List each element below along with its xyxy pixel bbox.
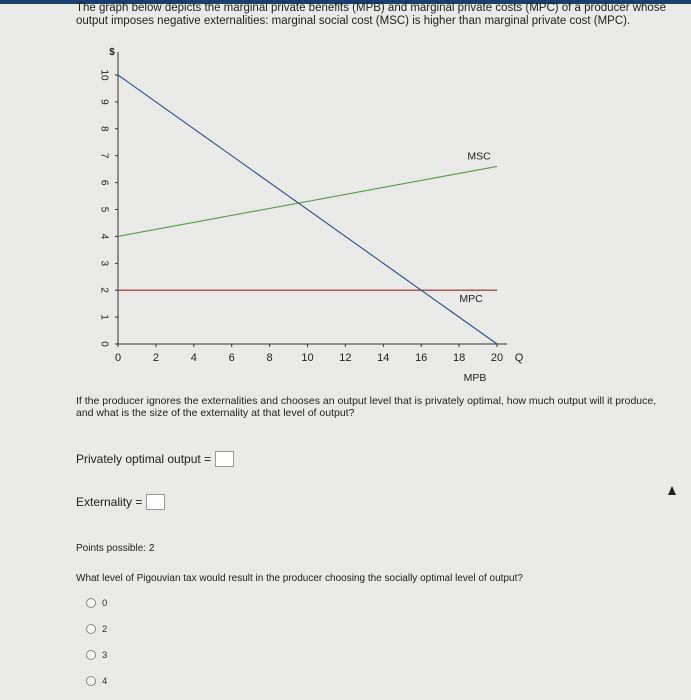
y-tick-label: 6 bbox=[98, 179, 110, 186]
externality-row bbox=[76, 494, 165, 510]
radio-icon[interactable] bbox=[86, 624, 96, 634]
y-axis-label: $ bbox=[109, 47, 115, 58]
option-2[interactable] bbox=[86, 642, 107, 668]
x-tick-label: 2 bbox=[152, 352, 159, 364]
series-line-mpb bbox=[118, 75, 497, 344]
option-0[interactable] bbox=[86, 590, 107, 616]
y-tick-label: 7 bbox=[98, 152, 110, 159]
x-tick-label: 14 bbox=[377, 352, 390, 364]
option-1[interactable] bbox=[86, 616, 107, 642]
externality-input[interactable] bbox=[146, 494, 165, 510]
privately-optimal-label: Privately optimal output = bbox=[76, 452, 212, 466]
x-tick-label: 16 bbox=[415, 352, 428, 364]
x-tick-label: 4 bbox=[190, 352, 197, 364]
privately-optimal-input[interactable] bbox=[215, 451, 234, 467]
externality-chart bbox=[90, 40, 530, 384]
y-tick-label: 5 bbox=[98, 206, 110, 213]
y-tick-label: 8 bbox=[98, 126, 110, 132]
y-tick-label: 1 bbox=[98, 314, 110, 320]
option-label: 0 bbox=[102, 597, 108, 609]
radio-icon[interactable] bbox=[86, 598, 96, 608]
points-possible: Points possible: 2 bbox=[76, 543, 155, 554]
y-tick-label: 10 bbox=[98, 69, 110, 81]
x-tick-label: 0 bbox=[114, 352, 122, 364]
y-tick-label: 3 bbox=[98, 260, 110, 267]
mouse-cursor-icon bbox=[668, 486, 676, 495]
x-tick-label: 20 bbox=[490, 352, 504, 364]
pigouvian-question: What level of Pigouvian tax would result in the producer choosing the socially optimal level of output? bbox=[76, 573, 523, 584]
question-text: If the producer ignores the externalities and chooses an output level that is privately optimal, how much output will it produce, and what is the size of the externality at that level of output? bbox=[76, 395, 657, 419]
y-tick-label: 2 bbox=[98, 287, 110, 293]
option-label: 3 bbox=[102, 649, 108, 661]
series-label-mpc: MPC bbox=[459, 293, 483, 306]
radio-icon[interactable] bbox=[86, 650, 96, 660]
series-label-mpb: MPB bbox=[463, 372, 487, 384]
privately-optimal-row bbox=[76, 451, 234, 467]
intro-text: The graph below depicts the marginal private benefits (MPB) and marginal private costs (MPC) of a producer whose output imposes negative externalities: marginal social cost (MSC) is higher than marginal private cost (MPC). bbox=[76, 2, 666, 27]
y-tick-label: 4 bbox=[98, 233, 110, 240]
option-label: 2 bbox=[102, 623, 108, 635]
externality-label: Externality = bbox=[76, 495, 143, 509]
y-tick-label: 0 bbox=[98, 341, 110, 347]
series-label-msc: MSC bbox=[467, 150, 491, 163]
x-tick-label: 6 bbox=[228, 352, 235, 364]
x-tick-label: 18 bbox=[452, 352, 466, 364]
answer-options bbox=[86, 590, 107, 694]
x-axis-label: Q bbox=[514, 352, 524, 364]
series-line-msc bbox=[118, 166, 497, 236]
x-tick-label: 12 bbox=[339, 352, 352, 364]
x-tick-label: 10 bbox=[301, 352, 314, 364]
x-tick-label: 8 bbox=[266, 352, 273, 364]
option-3[interactable] bbox=[86, 668, 107, 694]
option-label: 4 bbox=[102, 675, 108, 687]
y-tick-label: 9 bbox=[98, 99, 110, 105]
radio-icon[interactable] bbox=[86, 676, 96, 686]
